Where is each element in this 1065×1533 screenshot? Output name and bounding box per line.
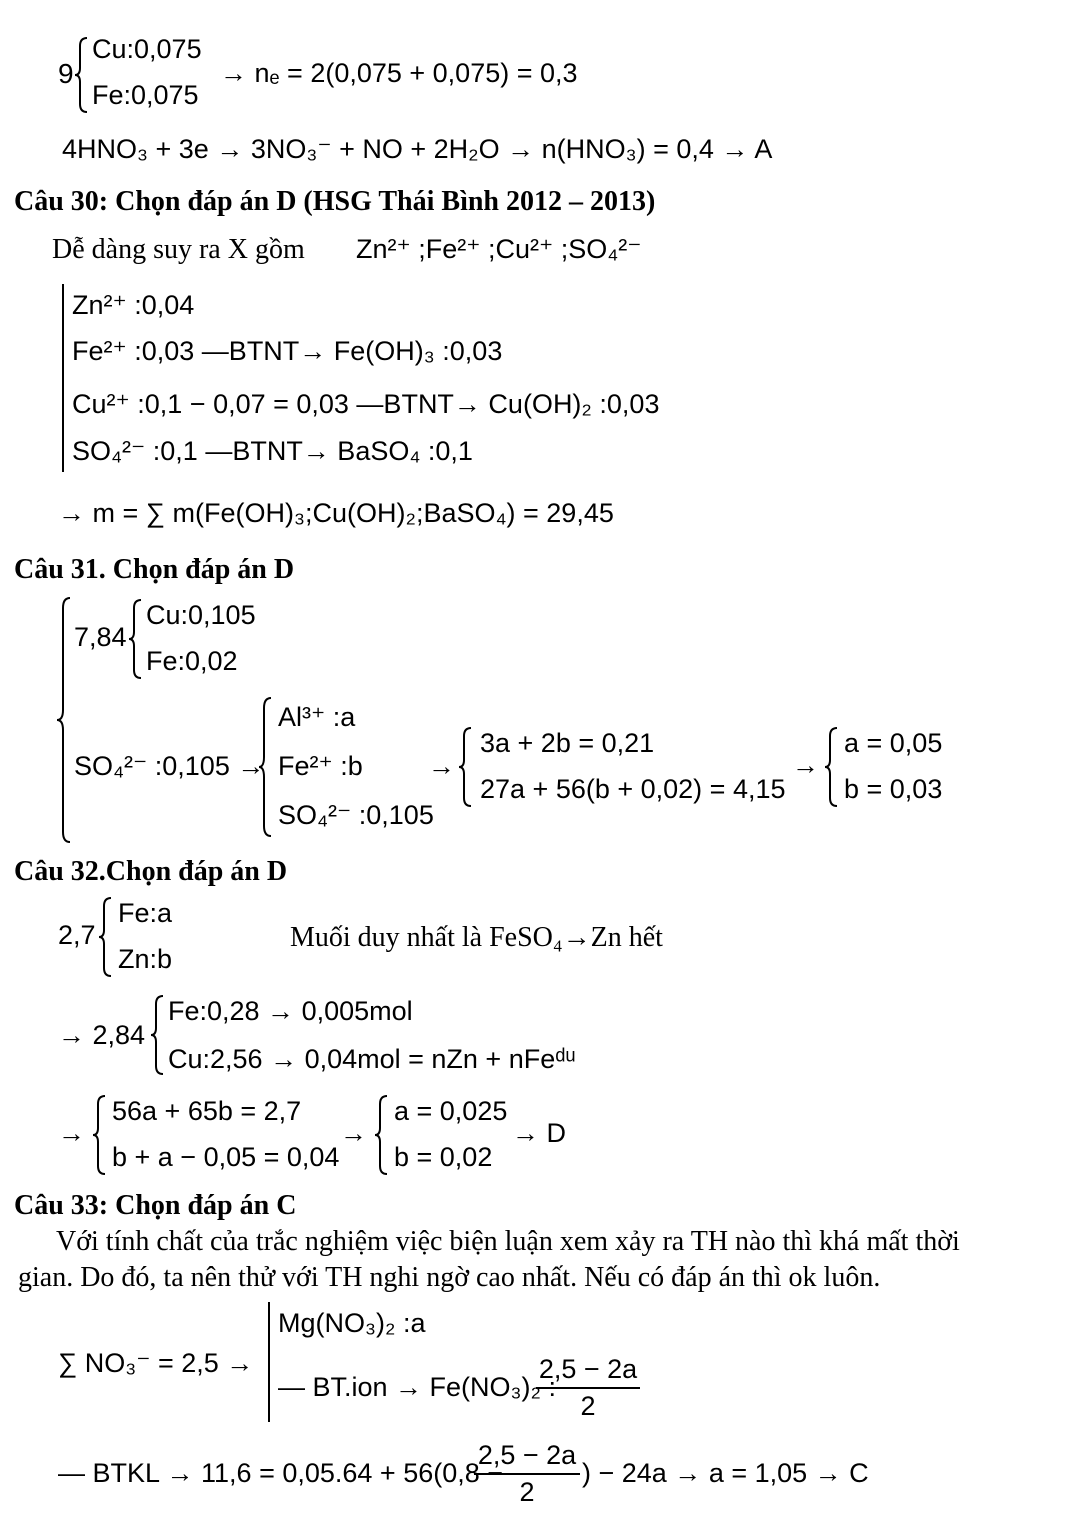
s30-heading: Câu 30: Chọn đáp án D (HSG Thái Bình 2012 – 2013)	[14, 186, 656, 217]
s32-arrow2: →	[340, 1118, 367, 1148]
s32-b: b = 0,02	[394, 1142, 493, 1172]
s31-eq1: 3a + 2b = 0,21	[480, 728, 655, 758]
numerator: 2,5 − 2a	[538, 1354, 638, 1384]
s31-al: Al³⁺ :a	[278, 702, 356, 732]
s32-mass2: → 2,84	[58, 1020, 146, 1050]
s31-so4: SO₄²⁻ :0,105 →	[74, 751, 265, 781]
s33-para1: Với tính chất của trắc nghiệm việc biện luận xem xảy ra TH nào thì khá mất thời	[56, 1226, 960, 1257]
s33-heading: Câu 33: Chọn đáp án C	[14, 1190, 297, 1221]
s31-mass: 7,84	[74, 622, 127, 652]
brace	[268, 1302, 270, 1422]
s31-so4b: SO₄²⁻ :0,105	[278, 800, 434, 830]
s33-fraction1	[536, 1354, 640, 1422]
s31-fe: Fe:0,02	[146, 646, 238, 676]
s32-zn: Zn:b	[118, 944, 173, 974]
s31-a: a = 0,05	[844, 728, 943, 758]
s33-fraction2	[474, 1440, 580, 1508]
brace	[258, 696, 274, 838]
s31-cu: Cu:0,105	[146, 600, 256, 630]
s31-fe2: Fe²⁺ :b	[278, 751, 363, 781]
fraction-bar	[474, 1473, 580, 1475]
s32-heading: Câu 32.Chọn đáp án D	[14, 856, 288, 887]
s30-ions: Zn²⁺ ;Fe²⁺ ;Cu²⁺ ;SO₄²⁻	[356, 234, 642, 264]
s32-mass: 2,7	[58, 920, 96, 950]
s29-nine: 9	[58, 58, 74, 89]
s31-heading: Câu 31. Chọn đáp án D	[14, 554, 295, 585]
s32-cu-line: Cu:2,56 → 0,04mol = nZn + nFeᵈᵘ	[168, 1044, 576, 1074]
s30-result: → m = ∑ m(Fe(OH)₃;Cu(OH)₂;BaSO₄) = 29,45	[58, 498, 614, 528]
s33-last: — BTKL → 11,6 = 0,05.64 + 56(0,8 −	[58, 1458, 504, 1488]
brace	[374, 1094, 390, 1176]
s29-cu: Cu:0,075	[92, 34, 202, 64]
s33-last2: ) − 24a → a = 1,05 → C	[582, 1458, 869, 1488]
s32-arrow1: →	[58, 1118, 85, 1148]
s30-intro: Dễ dàng suy ra X gồm	[52, 234, 305, 265]
s33-para2: gian. Do đó, ta nên thử với TH nghi ngờ cao nhất. Nếu có đáp án thì ok luôn.	[18, 1262, 881, 1293]
s30-line3: Cu²⁺ :0,1 − 0,07 = 0,03 —BTNT→ Cu(OH)₂ :0,03	[72, 389, 660, 419]
brace	[74, 36, 90, 114]
s30-line4: SO₄²⁻ :0,1 —BTNT→ BaSO₄ :0,1	[72, 436, 473, 466]
s32-answer: → D	[512, 1118, 566, 1148]
s31-arrow: →	[428, 751, 455, 781]
s32-note: Muối duy nhất là FeSO₄→Zn hết	[290, 922, 663, 953]
s31-eq2: 27a + 56(b + 0,02) = 4,15	[480, 774, 786, 804]
numerator: 2,5 − 2a	[477, 1440, 577, 1470]
brace	[458, 726, 474, 808]
denominator: 2	[580, 1391, 596, 1421]
denominator: 2	[519, 1477, 535, 1507]
brace	[92, 1094, 108, 1176]
s29-fe: Fe:0,075	[92, 80, 199, 110]
s29-ne: → nₑ = 2(0,075 + 0,075) = 0,3	[220, 58, 578, 88]
s33-bt: — BT.ion → Fe(NO₃)₂ :	[278, 1372, 557, 1402]
s29-equation: 4HNO₃ + 3e → 3NO₃⁻ + NO + 2H₂O → n(HNO₃) = 0,4 → A	[62, 134, 773, 164]
s33-sum: ∑ NO₃⁻ = 2,5 →	[58, 1348, 254, 1378]
s32-eq2: b + a − 0,05 = 0,04	[112, 1142, 340, 1172]
s32-a: a = 0,025	[394, 1096, 508, 1126]
s30-line1: Zn²⁺ :0,04	[72, 290, 195, 320]
s32-fe: Fe:a	[118, 898, 173, 928]
brace	[150, 994, 166, 1076]
s31-b: b = 0,03	[844, 774, 943, 804]
brace	[824, 726, 840, 808]
s33-mg: Mg(NO₃)₂ :a	[278, 1308, 426, 1338]
s30-line2: Fe²⁺ :0,03 —BTNT→ Fe(OH)₃ :0,03	[72, 336, 503, 366]
fraction-bar	[536, 1387, 640, 1389]
s32-eq1: 56a + 65b = 2,7	[112, 1096, 302, 1126]
brace	[56, 596, 72, 844]
s32-fe-line: Fe:0,28 → 0,005mol	[168, 996, 413, 1026]
brace	[128, 598, 144, 680]
brace	[98, 896, 114, 978]
brace	[62, 284, 64, 472]
s31-arrow2: →	[792, 750, 819, 780]
